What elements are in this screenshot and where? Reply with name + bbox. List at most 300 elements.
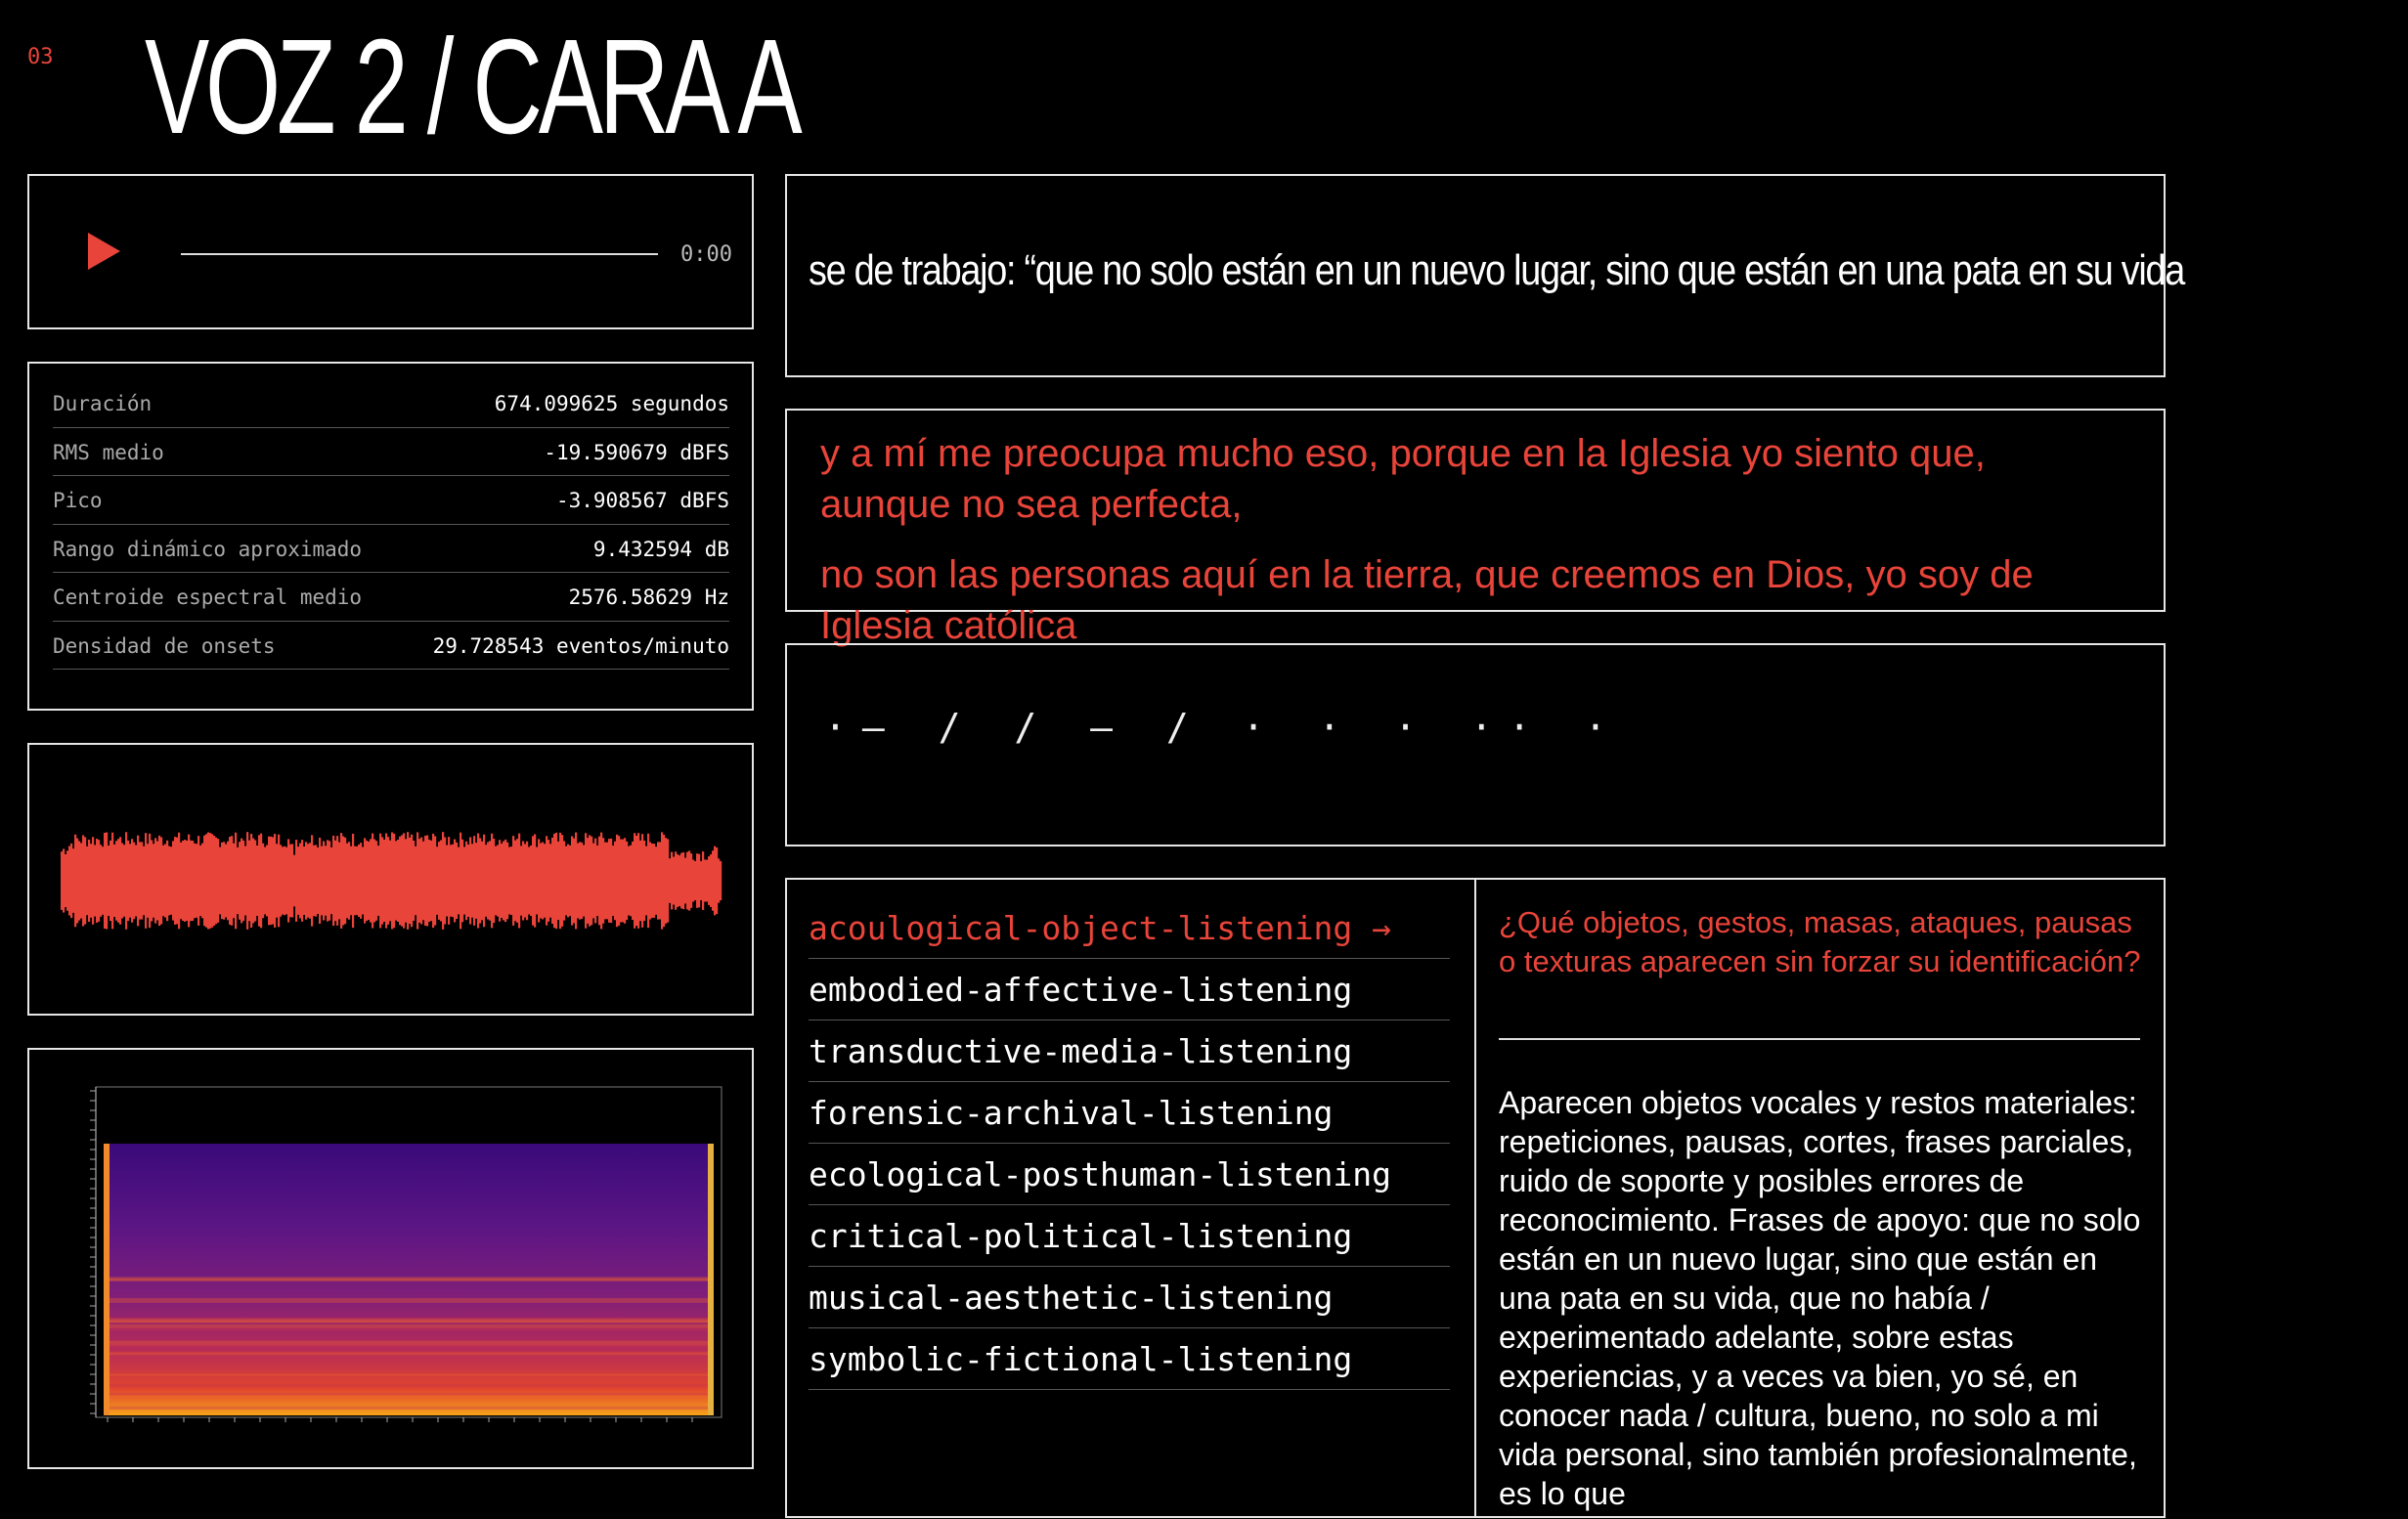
play-icon[interactable] [88, 233, 120, 270]
waveform-bar [127, 841, 129, 921]
listening-question: ¿Qué objetos, gestos, masas, ataques, pausas o texturas aparecen sin forzar su identificación? [1499, 905, 2141, 978]
waveform-bar [561, 835, 563, 927]
waveform-bar [274, 834, 276, 928]
waveform-bar [710, 854, 712, 907]
spectrogram-band [104, 1279, 714, 1280]
waveform-bar [432, 834, 434, 928]
waveform-bar [669, 858, 671, 903]
waveform-bar [170, 846, 172, 915]
waveform-bar [679, 855, 680, 906]
listening-modes-list [809, 897, 1450, 1390]
waveform-bar [575, 833, 577, 930]
waveform-bar [503, 842, 504, 921]
morse-panel [785, 643, 2166, 846]
waveform-bar [133, 843, 135, 920]
waveform-bar [186, 841, 188, 921]
waveform-bar [156, 842, 158, 921]
listening-mode-item[interactable]: critical-political-listening [809, 1205, 1450, 1267]
stat-label: Rango dinámico aproximado [53, 537, 363, 561]
stat-label: Duración [53, 392, 153, 416]
waveform-bar [495, 846, 497, 916]
waveform-bar [508, 847, 510, 915]
spectrogram-band [104, 1407, 714, 1410]
spectrogram-band [104, 1298, 714, 1303]
waveform-bar [510, 846, 512, 915]
waveform-bar [211, 834, 213, 928]
waveform-bar [442, 832, 444, 930]
waveform-bar [583, 845, 585, 916]
listening-mode-item[interactable]: ecological-posthuman-listening [809, 1144, 1450, 1205]
waveform-bar [123, 845, 125, 916]
waveform-bar [520, 846, 522, 915]
spectrogram-band [104, 1318, 714, 1320]
waveform-bar [174, 837, 176, 925]
waveform-bar [88, 840, 90, 922]
waveform-bar [411, 835, 413, 928]
waveform-bar [526, 842, 528, 920]
waveform-bar [477, 833, 479, 928]
waveform-bar [94, 845, 96, 916]
waveform-bar [372, 834, 373, 929]
spectrogram-band [104, 1352, 714, 1355]
time-display: 0:00 [680, 242, 732, 267]
waveform-bar [620, 840, 622, 923]
waveform-bar [673, 856, 675, 904]
waveform-bar [665, 838, 667, 924]
waveform-bar [532, 836, 534, 925]
waveform-bar [481, 842, 483, 921]
spectrogram-edge [104, 1144, 109, 1415]
waveform-bar [297, 846, 299, 915]
waveform-bar [463, 846, 465, 914]
waveform-bar [604, 843, 606, 920]
waveform-bar [65, 854, 66, 907]
waveform-bar [589, 835, 591, 926]
waveform-bar [452, 845, 454, 917]
waveform-bar [577, 844, 579, 919]
waveform-bar [585, 833, 587, 928]
morse-code: ·— / / — / · · · ·· · [824, 706, 1623, 749]
waveform-bar [162, 846, 164, 916]
waveform-bar [680, 853, 682, 909]
waveform [29, 745, 752, 1014]
listening-modes-panel [785, 878, 2166, 1518]
waveform-bar [213, 836, 215, 926]
waveform-bar [612, 846, 614, 916]
waveform-bar [614, 842, 616, 920]
waveform-bar [395, 841, 397, 920]
waveform-bar [383, 840, 385, 922]
waveform-bar [327, 840, 328, 921]
spectrogram-band [104, 1344, 714, 1348]
waveform-bar [160, 838, 162, 925]
listening-mode-item[interactable]: musical-aesthetic-listening [809, 1267, 1450, 1328]
waveform-bar [250, 834, 252, 928]
waveform-bar [78, 841, 80, 920]
waveform-bar [311, 835, 313, 926]
waveform-bar [565, 846, 567, 916]
waveform-bar [285, 847, 287, 915]
waveform-bar [626, 842, 628, 920]
stat-label: Densidad de onsets [53, 633, 276, 658]
waveform-bar [393, 834, 395, 928]
waveform-bar [493, 839, 495, 923]
waveform-bar [141, 842, 143, 919]
stat-value: 29.728543 eventos/minuto [432, 633, 729, 658]
waveform-bar [330, 847, 332, 914]
waveform-bar [479, 838, 481, 923]
waveform-bar [151, 840, 153, 921]
waveform-bar [61, 851, 63, 910]
waveform-bar [444, 837, 446, 924]
transcript-line: y a mí me preocupa mucho eso, porque en la Iglesia yo siento que, aunque no sea perfecta, [820, 432, 1986, 526]
waveform-bar [518, 834, 520, 929]
waveform-bar [696, 853, 698, 908]
waveform-bar [68, 846, 70, 916]
waveform-bar [516, 839, 518, 923]
waveform-bar [420, 838, 422, 925]
waveform-bar [190, 841, 192, 921]
waveform-bar [111, 833, 113, 930]
waveform-bar [653, 844, 655, 918]
stat-row [53, 525, 729, 574]
waveform-bar [344, 838, 346, 924]
waveform-bar [293, 855, 295, 907]
waveform-bar [381, 837, 383, 924]
panel-divider [1474, 880, 1476, 1516]
waveform-bar [418, 839, 420, 923]
waveform-bar [594, 839, 596, 924]
waveform-bar [379, 834, 381, 929]
waveform-bar [591, 837, 592, 926]
waveform-bar [280, 845, 282, 916]
waveform-bar [178, 833, 180, 930]
waveform-bar [196, 844, 197, 918]
spectrogram-edge [708, 1144, 714, 1415]
listening-mode-item[interactable]: forensic-archival-listening [809, 1082, 1450, 1144]
waveform-bar [76, 839, 78, 924]
stat-value: 674.099625 segundos [494, 392, 729, 416]
waveform-bar [544, 844, 546, 917]
waveform-bar [446, 846, 448, 917]
waveform-bar [348, 842, 350, 920]
waveform-bar [536, 847, 538, 915]
waveform-bar [475, 843, 477, 919]
waveform-bar [430, 841, 432, 921]
stat-value: -3.908567 dBFS [555, 489, 729, 513]
waveform-bar [145, 833, 147, 929]
waveform-bar [690, 853, 692, 908]
waveform-bar [237, 847, 239, 914]
waveform-bar [315, 845, 317, 916]
stat-row [53, 476, 729, 525]
section-number: 03 [27, 45, 54, 69]
waveform-bar [328, 841, 330, 920]
waveform-bar [661, 832, 663, 929]
waveform-bar [720, 861, 722, 900]
waveform-bar [405, 839, 407, 922]
waveform-bar [305, 842, 307, 919]
waveform-bar [600, 833, 602, 930]
waveform-bar [323, 842, 325, 921]
listening-mode-item[interactable]: acoulogical-object-listening → [809, 897, 1450, 959]
waveform-bar [549, 844, 551, 917]
waveform-bar [215, 838, 217, 924]
waveform-bar [176, 838, 178, 925]
waveform-bar [301, 840, 303, 922]
waveform-bar [622, 840, 624, 923]
waveform-bar [694, 861, 696, 900]
waveform-bar [489, 841, 491, 920]
question-divider [1499, 1038, 2140, 1040]
waveform-bar [416, 832, 418, 929]
waveform-bar [465, 842, 467, 920]
waveform-bar [434, 836, 436, 925]
waveform-bar [557, 842, 559, 920]
waveform-bar [682, 852, 684, 909]
transcript-lines [820, 428, 2115, 647]
waveform-bar [338, 843, 340, 920]
spectrogram-band [104, 1395, 714, 1398]
waveform-bar [606, 843, 608, 920]
waveform-bar [332, 836, 334, 926]
waveform-bar [242, 841, 244, 921]
waveform-bar [231, 836, 233, 926]
waveform-bar [555, 833, 557, 929]
waveform-bar [254, 840, 256, 921]
waveform-bar [205, 834, 207, 927]
waveform-bar [368, 842, 370, 920]
waveform-bar [663, 835, 665, 927]
transcript-ticker: se de trabajo: “que no solo están en un nuevo lugar, sino que están en una pata en su vida [809, 246, 2185, 294]
waveform-bar [106, 832, 108, 929]
stat-label: Pico [53, 489, 103, 513]
stat-label: RMS medio [53, 440, 164, 464]
waveform-bar [714, 846, 716, 916]
waveform-bar [469, 837, 471, 924]
waveform-bar [655, 846, 657, 915]
stat-value: -19.590679 dBFS [544, 440, 729, 464]
waveform-bar [360, 843, 362, 919]
waveform-bar [113, 845, 115, 917]
waveform-bar [264, 847, 266, 915]
waveform-bar [491, 834, 493, 929]
waveform-bar [182, 841, 184, 921]
waveform-bar [448, 837, 450, 925]
waveform-bar [284, 846, 285, 916]
waveform-bar [546, 836, 547, 925]
waveform-bar [512, 836, 514, 926]
waveform-bar [397, 840, 399, 922]
waveform-bar [651, 844, 653, 918]
stat-row [53, 622, 729, 671]
listening-mode-item[interactable]: transductive-media-listening [809, 1020, 1450, 1082]
waveform-bar [364, 838, 366, 923]
waveform-bar [192, 841, 194, 921]
waveform-bar [370, 839, 372, 922]
waveform-bar [248, 841, 250, 922]
waveform-bar [102, 846, 104, 915]
transcript-lines-panel [785, 409, 2166, 647]
waveform-bar [184, 840, 186, 922]
waveform-bar [641, 834, 643, 928]
waveform-bar [80, 843, 82, 918]
waveform-bar [534, 834, 536, 927]
waveform-bar [252, 839, 254, 924]
waveform-bar [706, 860, 708, 902]
progress-track[interactable] [181, 253, 658, 255]
waveform-bar [596, 846, 598, 916]
stat-row [53, 573, 729, 622]
waveform-bar [592, 844, 594, 919]
waveform-bar [229, 837, 231, 925]
waveform-bar [675, 851, 677, 909]
waveform-bar [632, 842, 634, 920]
waveform-bar [487, 842, 489, 919]
waveform-bar [256, 846, 258, 916]
spectrogram-band [104, 1373, 714, 1375]
listening-mode-item[interactable]: embodied-affective-listening [809, 959, 1450, 1020]
waveform-bar [639, 841, 641, 921]
spectrogram [29, 1050, 752, 1467]
waveform-bar [100, 845, 102, 917]
waveform-bar [303, 846, 305, 915]
waveform-bar [671, 852, 673, 910]
waveform-bar [266, 846, 268, 917]
waveform-bar [436, 846, 438, 915]
waveform-bar [602, 838, 604, 923]
waveform-bar [700, 861, 702, 900]
waveform-bar [501, 844, 503, 918]
waveform-bar [307, 844, 309, 917]
waveform-bar [164, 844, 166, 917]
waveform-bar [375, 841, 377, 920]
waveform-bar [268, 837, 270, 926]
waveform-bar [260, 834, 262, 929]
stat-value: 2576.58629 Hz [568, 586, 729, 610]
waveform-bar [635, 836, 637, 926]
waveform-bar [346, 844, 348, 919]
waveform-bar [108, 846, 109, 916]
waveform-bar [483, 835, 485, 928]
waveform-bar [342, 837, 344, 926]
waveform-bar [616, 835, 618, 927]
waveform-bar [336, 836, 338, 926]
waveform-bar [530, 846, 532, 916]
waveform-bar [473, 836, 475, 926]
waveform-bar [456, 843, 458, 919]
waveform-bar [66, 850, 68, 910]
waveform-bar [677, 854, 679, 907]
waveform-bar [598, 837, 600, 926]
waveform-bar [373, 840, 375, 923]
waveform-bar [235, 833, 237, 930]
stat-value: 9.432594 dB [592, 537, 729, 561]
waveform-bar [567, 845, 569, 918]
waveform-bar [506, 843, 508, 920]
waveform-bar [399, 837, 401, 925]
waveform-bar [350, 846, 352, 915]
waveform-bar [499, 840, 501, 922]
waveform-bar [702, 851, 704, 910]
waveform-bar [272, 837, 274, 924]
waveform-bar [172, 841, 174, 920]
waveform-bar [608, 839, 610, 923]
waveform-bar [168, 846, 170, 916]
waveform-bar [467, 845, 469, 917]
waveform-bar [278, 835, 280, 928]
waveform-bar [188, 835, 190, 928]
spectrogram-band [104, 1393, 714, 1395]
waveform-bar [403, 833, 405, 928]
waveform-bar [121, 844, 123, 919]
waveform-bar [270, 837, 272, 925]
waveform-bar [377, 846, 379, 916]
waveform-bar [153, 844, 154, 918]
waveform-bar [221, 843, 223, 919]
waveform-bar [201, 844, 203, 919]
waveform-bar [109, 841, 111, 921]
waveform-bar [92, 837, 94, 925]
waveform-bar [630, 846, 632, 917]
waveform-bar [119, 837, 121, 924]
waveform-bar [125, 832, 127, 930]
waveform-bar [504, 840, 506, 922]
waveform-bar [569, 846, 571, 916]
waveform-bar [309, 843, 311, 918]
waveform-bar [401, 835, 403, 926]
stat-row [53, 379, 729, 428]
waveform-bar [522, 842, 524, 921]
waveform-bar [524, 844, 526, 917]
waveform-bar [98, 840, 100, 922]
waveform-bar [233, 844, 235, 919]
stats-list [53, 379, 729, 670]
audio-player [27, 174, 754, 329]
waveform-bar [117, 839, 119, 923]
waveform-bar [334, 841, 336, 921]
waveform-bar [581, 843, 583, 919]
waveform-bar [96, 839, 98, 923]
waveform-bar [559, 833, 561, 929]
waveform-bar [409, 838, 411, 924]
waveform-bar [129, 844, 131, 917]
waveform-bar [587, 838, 589, 924]
waveform-bar [86, 846, 88, 915]
waveform-bar [166, 841, 168, 921]
waveform-bar [385, 833, 387, 928]
waveform-bar [497, 845, 499, 916]
waveform-bar [70, 844, 72, 918]
waveform-bar [538, 839, 540, 922]
listening-mode-item[interactable]: symbolic-fictional-listening [809, 1328, 1450, 1390]
waveform-bar [667, 839, 669, 922]
waveform-bar [708, 856, 710, 905]
waveform-bar [647, 834, 649, 928]
waveform-bar [686, 852, 688, 910]
waveform-bar [428, 840, 430, 922]
waveform-bar [618, 836, 620, 926]
waveform-bar [154, 838, 156, 923]
waveform-bar [295, 840, 297, 922]
waveform-bar [407, 832, 409, 930]
waveform-bar [313, 846, 315, 916]
waveform-bar [461, 840, 463, 922]
waveform-bar [282, 846, 284, 914]
waveform-bar [579, 842, 581, 919]
waveform-bar [217, 839, 219, 923]
waveform-bar [299, 844, 301, 919]
